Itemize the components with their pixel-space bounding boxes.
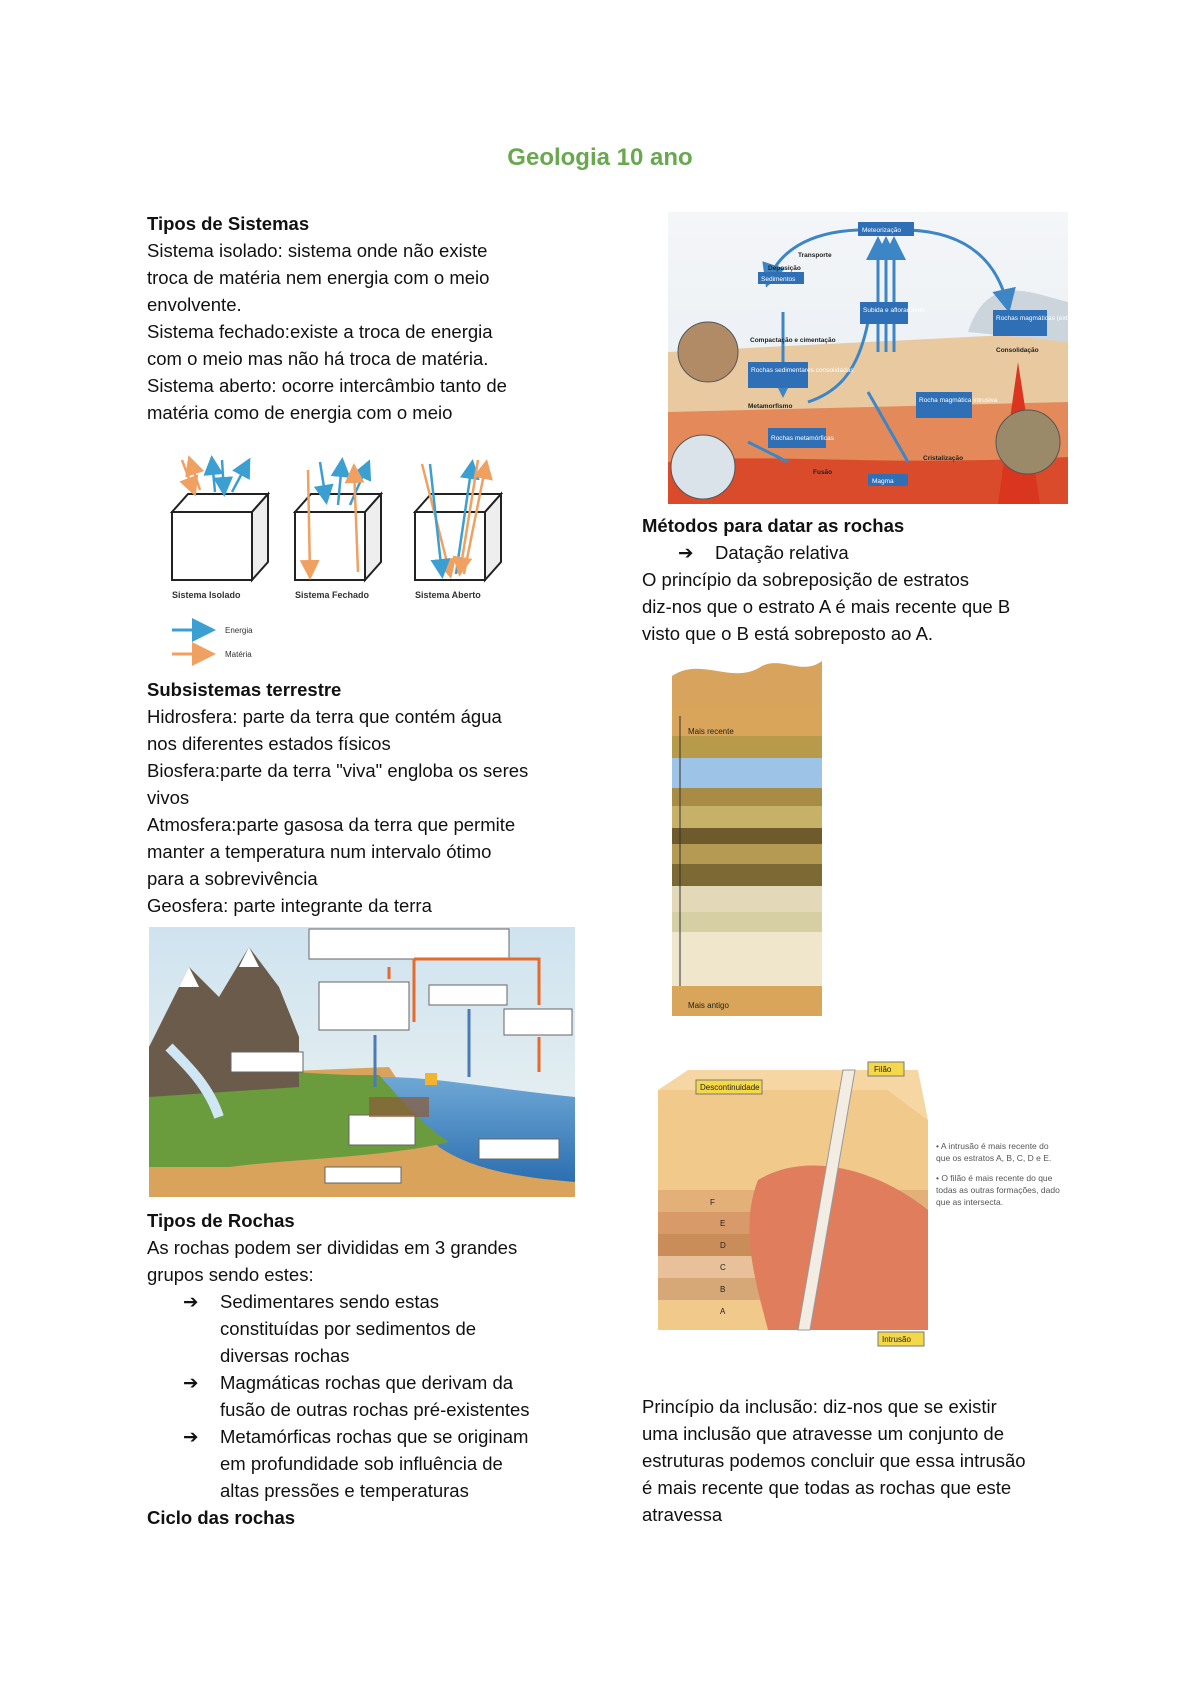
layer-letter: C — [720, 1263, 726, 1272]
sistemas-heading: Tipos de Sistemas — [147, 213, 310, 234]
layer-letter: A — [720, 1307, 726, 1316]
subsistemas-line: Hidrosfera: parte da terra que contém água — [147, 706, 502, 727]
rc-label: Magma — [872, 478, 894, 485]
strata-image — [672, 656, 832, 1026]
cube-aberto — [415, 460, 501, 580]
sistemas-line: Sistema fechado:existe a troca de energia — [147, 321, 493, 342]
rc-label: Metamorfismo — [748, 403, 793, 410]
sistemas-line: com o meio mas não há troca de matéria. — [147, 348, 489, 369]
rc-label: Rocha magmática intrusiva — [919, 397, 998, 404]
layer-letter: E — [720, 1219, 726, 1228]
label-descontinuidade: Descontinuidade — [700, 1083, 760, 1092]
sistemas-line: matéria como de energia com o meio — [147, 402, 453, 423]
rc-label: Meteorização — [862, 227, 902, 234]
rc-label: Compactação e cimentação — [750, 337, 836, 344]
layer-letter: F — [710, 1198, 715, 1207]
datacao-line: visto que o B está sobreposto ao A. — [642, 623, 934, 644]
datacao-line: diz-nos que o estrato A é mais recente que B — [642, 596, 1011, 617]
rochas-intro-line: grupos sendo estes: — [147, 1264, 314, 1285]
subsistemas-section — [147, 676, 528, 919]
sistemas-line: Sistema aberto: ocorre intercâmbio tanto de — [147, 375, 507, 396]
subsistemas-line: Atmosfera:parte gasosa da terra que permite — [147, 814, 516, 835]
inclusao-line: Princípio da inclusão: diz-nos que se existir — [642, 1396, 997, 1417]
rc-label: Subida e afloramento — [863, 307, 925, 314]
inclusao-line: estruturas podemos concluir que essa intrusão — [642, 1450, 1026, 1471]
rock-cycle-image — [668, 212, 1091, 504]
layer-letter: D — [720, 1241, 726, 1250]
bullet-metamorficas: ➔ Metamórficas rochas que se originam em profundidade sob influência de altas pressões e temperaturas — [147, 1423, 530, 1504]
rc-label: Cristalização — [923, 455, 964, 462]
legend-materia: Matéria — [225, 650, 252, 659]
rc-label: Deposição — [768, 265, 801, 272]
label-filao: Filão — [874, 1065, 892, 1074]
cube-fechado — [295, 462, 381, 580]
rc-label: Fusão — [813, 469, 833, 476]
rc-label: Rochas magmáticas (extrusivas) — [996, 315, 1091, 322]
label-isolado: Sistema Isolado — [172, 590, 241, 600]
rochas-section — [147, 1207, 530, 1531]
arrow-bullet-icon: ➔ — [183, 1426, 199, 1447]
bullet-sedimentares: ➔ Sedimentares sendo estas constituídas por sedimentos de diversas rochas — [147, 1288, 530, 1369]
label-aberto: Sistema Aberto — [415, 590, 481, 600]
subsistemas-line: para a sobrevivência — [147, 868, 318, 889]
water-cycle-image — [149, 927, 575, 1197]
inclusao-line: atravessa — [642, 1504, 723, 1525]
datacao-section — [642, 512, 1010, 647]
intrusion-note: • A intrusão é mais recente do que os estratos A, B, C, D e E. — [936, 1141, 1052, 1163]
bullet-magmaticas: ➔ Magmáticas rochas que derivam da fusão de outras rochas pré-existentes — [147, 1369, 530, 1423]
cube-isolado — [172, 460, 268, 580]
datacao-line: O princípio da sobreposição de estratos — [642, 569, 970, 590]
datacao-heading: Métodos para datar as rochas — [642, 515, 905, 536]
rochas-heading: Tipos de Rochas — [147, 1210, 295, 1231]
label-intrusao: Intrusão — [882, 1335, 911, 1344]
subsistemas-line: Biosfera:parte da terra "viva" engloba os seres — [147, 760, 529, 781]
rc-label: Transporte — [798, 252, 832, 259]
legend-energia: Energia — [225, 626, 253, 635]
sistemas-section — [147, 210, 507, 426]
inclusao-section — [642, 1393, 1026, 1528]
bullet-datacao-relativa: ➔ Datação relativa — [642, 539, 1010, 566]
page-title: Geologia 10 ano — [507, 144, 693, 171]
rochas-intro-line: As rochas podem ser divididas em 3 grandes — [147, 1237, 518, 1258]
rc-label: Rochas sedimentares consolidadas — [751, 367, 854, 374]
arrow-bullet-icon: ➔ — [183, 1291, 199, 1312]
arrow-bullet-icon: ➔ — [183, 1372, 199, 1393]
subsistemas-line: nos diferentes estados físicos — [147, 733, 391, 754]
sistemas-figure — [160, 450, 520, 665]
subsistemas-line: manter a temperatura num intervalo ótimo — [147, 841, 492, 862]
rc-label: Consolidação — [996, 347, 1039, 354]
label-mais-recente: Mais recente — [688, 727, 734, 736]
inclusao-line: é mais recente que todas as rochas que este — [642, 1477, 1012, 1498]
intrusion-note: • O filão é mais recente do que todas as outras formações, dado que as intersecta. — [936, 1173, 1060, 1207]
inclusao-line: uma inclusão que atravesse um conjunto de — [642, 1423, 1004, 1444]
layer-letter: B — [720, 1285, 726, 1294]
sistemas-line: troca de matéria nem energia com o meio — [147, 267, 490, 288]
arrow-bullet-icon: ➔ — [678, 542, 694, 563]
sistemas-line: Sistema isolado: sistema onde não existe — [147, 240, 488, 261]
subsistemas-line: Geosfera: parte integrante da terra — [147, 895, 432, 916]
intrusion-image — [648, 1060, 1068, 1350]
rc-label: Rochas metamórficas — [771, 435, 834, 442]
subsistemas-heading: Subsistemas terrestre — [147, 679, 342, 700]
subsistemas-line: vivos — [147, 787, 190, 808]
sistemas-line: envolvente. — [147, 294, 242, 315]
ciclo-heading: Ciclo das rochas — [147, 1507, 296, 1528]
label-fechado: Sistema Fechado — [295, 590, 370, 600]
rc-label: Sedimentos — [761, 276, 796, 283]
label-mais-antigo: Mais antigo — [688, 1001, 729, 1010]
